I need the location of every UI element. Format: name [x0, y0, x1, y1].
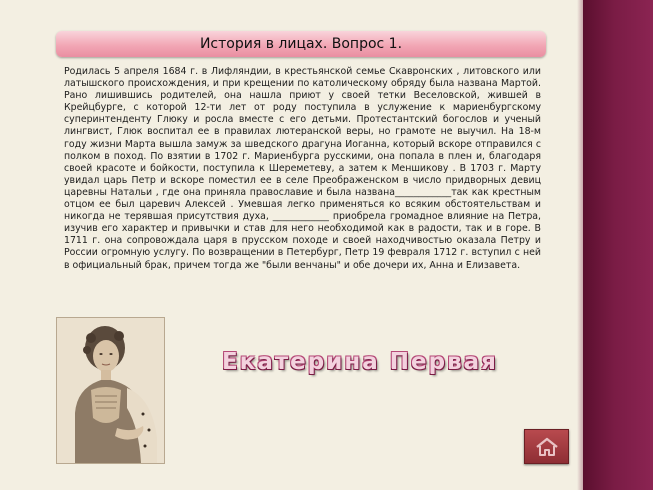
title-banner: [56, 31, 546, 57]
home-icon: [534, 436, 560, 458]
portrait-engraving-icon: [57, 318, 164, 463]
biography-text: Родилась 5 апреля 1684 г. в Лифляндии, в крестьянской семье Скавронских , литовского или латышского происхождения, и при крещении по католическому обряду была названа Мартой. Рано лишившись родителей, она нашла приют у своей тетки Веселовской, жившей в Крейцбурге, с которой 12-ти лет от роду поступила в услужение к мариенбургскому суперинтенденту Глюку и росла вместе с его детьми. Протестантский богослов и ученый лингвист, Глюк воспитал ее в правилах лютеранской веры, но грамоте не выучил. На 18-м году жизни Марта вышла замуж за шведского драгуна Иоганна, который вскоре отправился с полком в поход. По взятии в 1702 г. Мариенбурга русскими, она попала в плен и, благодаря своей красоте и бойкости, поступила к Шереметеву, а затем к Меншикову . В 1703 г. Марту увидал царь Петр и вскоре поместил ее в селе Преображенском в число придворных девиц царевны Натальи , где она приняла православие и была названа____________так как крестным отцом ее был царевич Алексей . Умевшая легко применяться ко всяким обстоятельствам и никогда не терявшая присутствия духа, ____________ приобрела громадное влияние на Петра, изучив его характер и привычки и став для него необходимой как в радости, так и в горе. В 1711 г. она сопровождала царя в прусском походе и своей находчивостью оказала Петру и России огромную услугу. По возвращении в Петербург, Петр 19 февраля 1712 г. вступил с ней в официальный брак, причем тогда же "были венчаны" и обе дочери их, Анна и Елизавета.: [64, 66, 541, 271]
slide-title: История в лицах. Вопрос 1.: [199, 36, 403, 52]
person-name-heading: Екатерина Первая: [222, 349, 498, 375]
portrait-image: [56, 317, 165, 464]
decorative-side-band: [583, 0, 653, 490]
home-button[interactable]: [524, 429, 569, 464]
